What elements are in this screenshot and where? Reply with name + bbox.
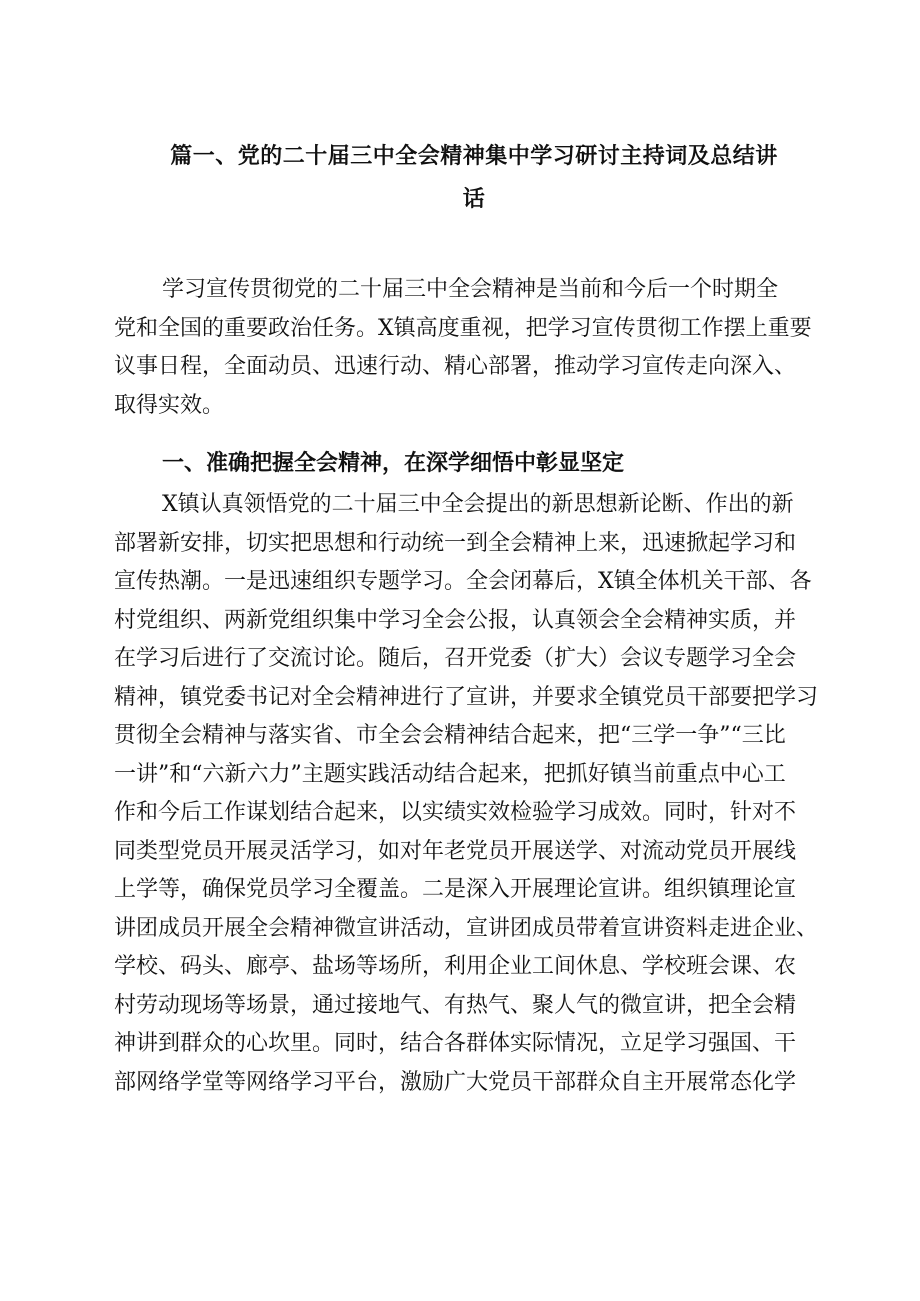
text-line: 一讲”和“六新六力”主题实践活动结合起来，把抓好镇当前重点中心工 bbox=[114, 761, 786, 787]
text-line: 村党组织、两新党组织集中学习全会公报，认真领会全会精神实质，并 bbox=[114, 607, 797, 633]
text-line: 部署新安排，切实把思想和行动统一到全会精神上来，迅速掀起学习和 bbox=[114, 530, 797, 556]
text-line: 部网络学堂等网络学习平台，激励广大党员干部群众自主开展常态化学 bbox=[114, 1069, 797, 1095]
paragraph-intro bbox=[114, 271, 846, 425]
text-line: 神讲到群众的心坎里。同时，结合各群体实际情况，立足学习强国、干 bbox=[114, 1031, 797, 1056]
text-line: 党和全国的重要政治任务。X镇高度重视，把学习宣传贯彻工作摆上重要 bbox=[114, 315, 812, 341]
document-title bbox=[114, 135, 834, 221]
text-line: 讲团成员开展全会精神微宣讲活动，宣讲团成员带着宣讲资料走进企业、 bbox=[114, 915, 819, 941]
text-line: 取得实效。 bbox=[114, 392, 225, 418]
section-heading-text: 一、准确把握全会精神，在深学细悟中彰显坚定 bbox=[162, 450, 625, 476]
text-line: 精神，镇党委书记对全会精神进行了宣讲，并要求全镇党员干部要把学习 bbox=[114, 684, 819, 710]
text-line: 在学习后进行了交流讨论。随后，召开党委（扩大）会议专题学习全会 bbox=[114, 646, 797, 671]
text-line: 村劳动现场等场景，通过接地气、有热气、聚人气的微宣讲，把全会精 bbox=[114, 992, 797, 1018]
text-line: 议事日程，全面动员、迅速行动、精心部署，推动学习宣传走向深入、 bbox=[114, 354, 797, 379]
text-line: 贯彻全会精神与落实省、市全会会精神结合起来，把“三学一争”“三比 bbox=[114, 723, 786, 748]
text-line: 同类型党员开展灵活学习，如对年老党员开展送学、对流动党员开展线 bbox=[114, 838, 797, 864]
text-line: 作和今后工作谋划结合起来，以实绩实效检验学习成效。同时，针对不 bbox=[114, 800, 797, 825]
text-line: X镇认真领悟党的二十届三中全会提出的新思想新论断、作出的新 bbox=[162, 492, 794, 517]
text-line: 宣传热潮。一是迅速组织专题学习。全会闭幕后，X镇全体机关干部、各 bbox=[114, 569, 812, 594]
text-line: 上学等，确保党员学习全覆盖。二是深入开展理论宣讲。组织镇理论宣 bbox=[114, 877, 797, 902]
paragraph-section-1 bbox=[114, 486, 846, 1102]
title-line-2: 话 bbox=[462, 186, 486, 212]
title-line-1: 篇一、党的二十届三中全会精神集中学习研讨主持词及总结讲 bbox=[170, 143, 778, 169]
text-line: 学校、码头、廊亭、盐场等场所，利用企业工间休息、学校班会课、农 bbox=[114, 954, 797, 979]
section-heading-1 bbox=[114, 444, 846, 483]
text-line: 学习宣传贯彻党的二十届三中全会精神是当前和今后一个时期全 bbox=[162, 277, 779, 302]
